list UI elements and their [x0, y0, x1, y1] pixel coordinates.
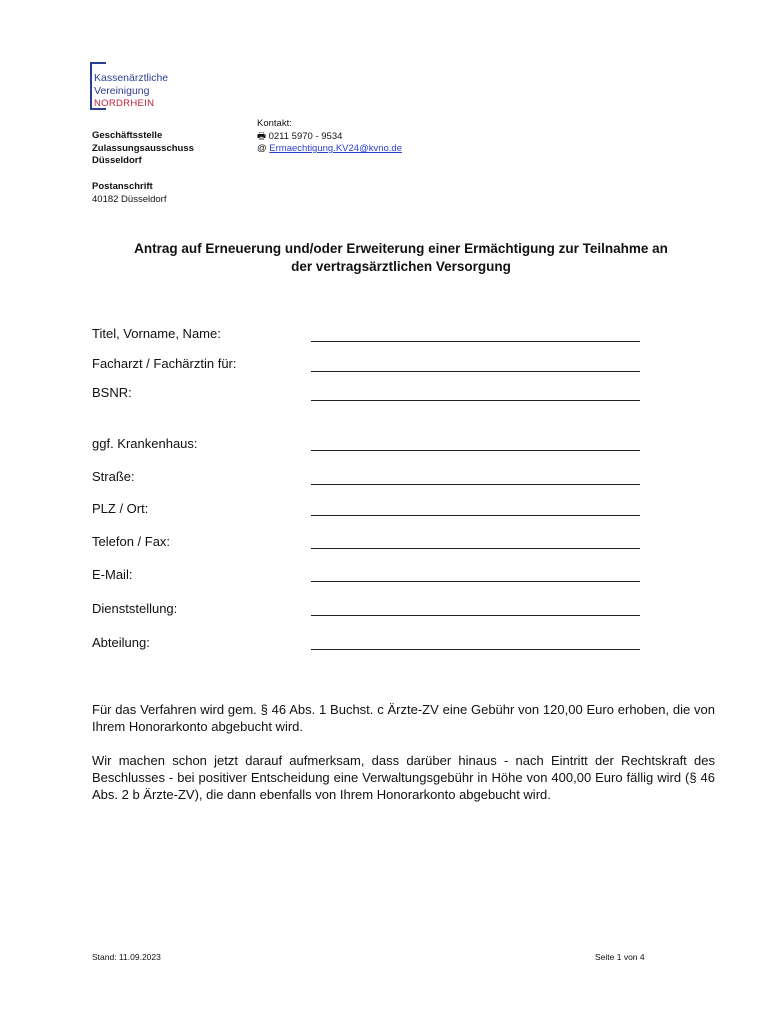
field-label-zip-city: PLZ / Ort: — [92, 501, 149, 516]
field-label-phone-fax: Telefon / Fax: — [92, 534, 171, 549]
fee-paragraph: Für das Verfahren wird gem. § 46 Abs. 1 Buchst. c Ärzte-ZV eine Gebühr von 120,00 Euro erhoben, die von Ihrem Honorarkonto abgebucht wird. — [92, 702, 715, 734]
contact-phone-row — [257, 131, 402, 144]
field-label-name: Titel, Vorname, Name: — [92, 326, 221, 341]
footer-page-number: Seite 1 von 4 — [595, 952, 645, 962]
postal-address — [92, 181, 166, 206]
office-address — [92, 130, 194, 168]
notice-paragraph: Wir machen schon jetzt darauf aufmerksam, dass darüber hinaus - nach Eintritt der Rechtskraft des Beschlusses - bei positiver Entscheidung eine Verwaltungsgebühr in Höhe von 400,00 Euro fällig wird (§ 46 Abs. 2 b Ärzte-ZV), die dann ebenfalls von Ihrem Honorarkonto abgebucht wird. — [92, 753, 715, 802]
footer-date: Stand: 11.09.2023 — [92, 952, 161, 962]
contact-label: Kontakt: — [257, 118, 292, 129]
field-input-street[interactable] — [311, 484, 640, 485]
field-input-phone-fax[interactable] — [311, 548, 640, 549]
field-input-department[interactable] — [311, 649, 640, 650]
field-input-bsnr[interactable] — [311, 400, 640, 401]
postal-label: Postanschrift — [92, 181, 153, 192]
field-input-zip-city[interactable] — [311, 515, 640, 516]
title-line-2: der vertragsärztlichen Versorgung — [291, 259, 511, 274]
field-label-bsnr: BSNR: — [92, 385, 132, 400]
field-label-email: E-Mail: — [92, 567, 133, 582]
postal-city: 40182 Düsseldorf — [92, 193, 167, 205]
field-label-street: Straße: — [92, 469, 135, 484]
field-label-department: Abteilung: — [92, 635, 150, 650]
logo-bracket — [90, 62, 92, 110]
contact-block — [257, 118, 402, 156]
phone-icon: 🖶 — [257, 130, 266, 142]
logo-line-1: Kassenärztliche — [94, 72, 169, 84]
title-line-1: Antrag auf Erneuerung und/oder Erweiterung einer Ermächtigung zur Teilnahme an — [134, 241, 668, 256]
field-label-position: Dienststellung: — [92, 601, 178, 616]
email-icon: @ — [257, 143, 267, 154]
field-label-hospital: ggf. Krankenhaus: — [92, 436, 198, 451]
logo-line-3: NORDRHEIN — [94, 98, 155, 109]
field-input-email[interactable] — [311, 581, 640, 582]
office-line-2: Zulassungsausschuss — [92, 142, 194, 154]
kvno-logo — [90, 60, 230, 112]
logo-bracket-top — [90, 62, 106, 64]
contact-email-link[interactable]: Ermaechtigung.KV24@kvno.de — [269, 143, 402, 154]
logo-line-2: Vereinigung — [94, 85, 150, 97]
contact-phone: 0211 5970 - 9534 — [268, 130, 343, 142]
field-input-hospital[interactable] — [311, 450, 640, 451]
field-label-specialty: Facharzt / Fachärztin für: — [92, 356, 237, 371]
contact-email-row — [257, 143, 402, 156]
field-input-name[interactable] — [311, 341, 640, 342]
office-line-1: Geschäftsstelle — [92, 130, 163, 141]
field-input-position[interactable] — [311, 615, 640, 616]
document-title — [80, 240, 722, 276]
field-input-specialty[interactable] — [311, 371, 640, 372]
office-line-3: Düsseldorf — [92, 155, 142, 166]
